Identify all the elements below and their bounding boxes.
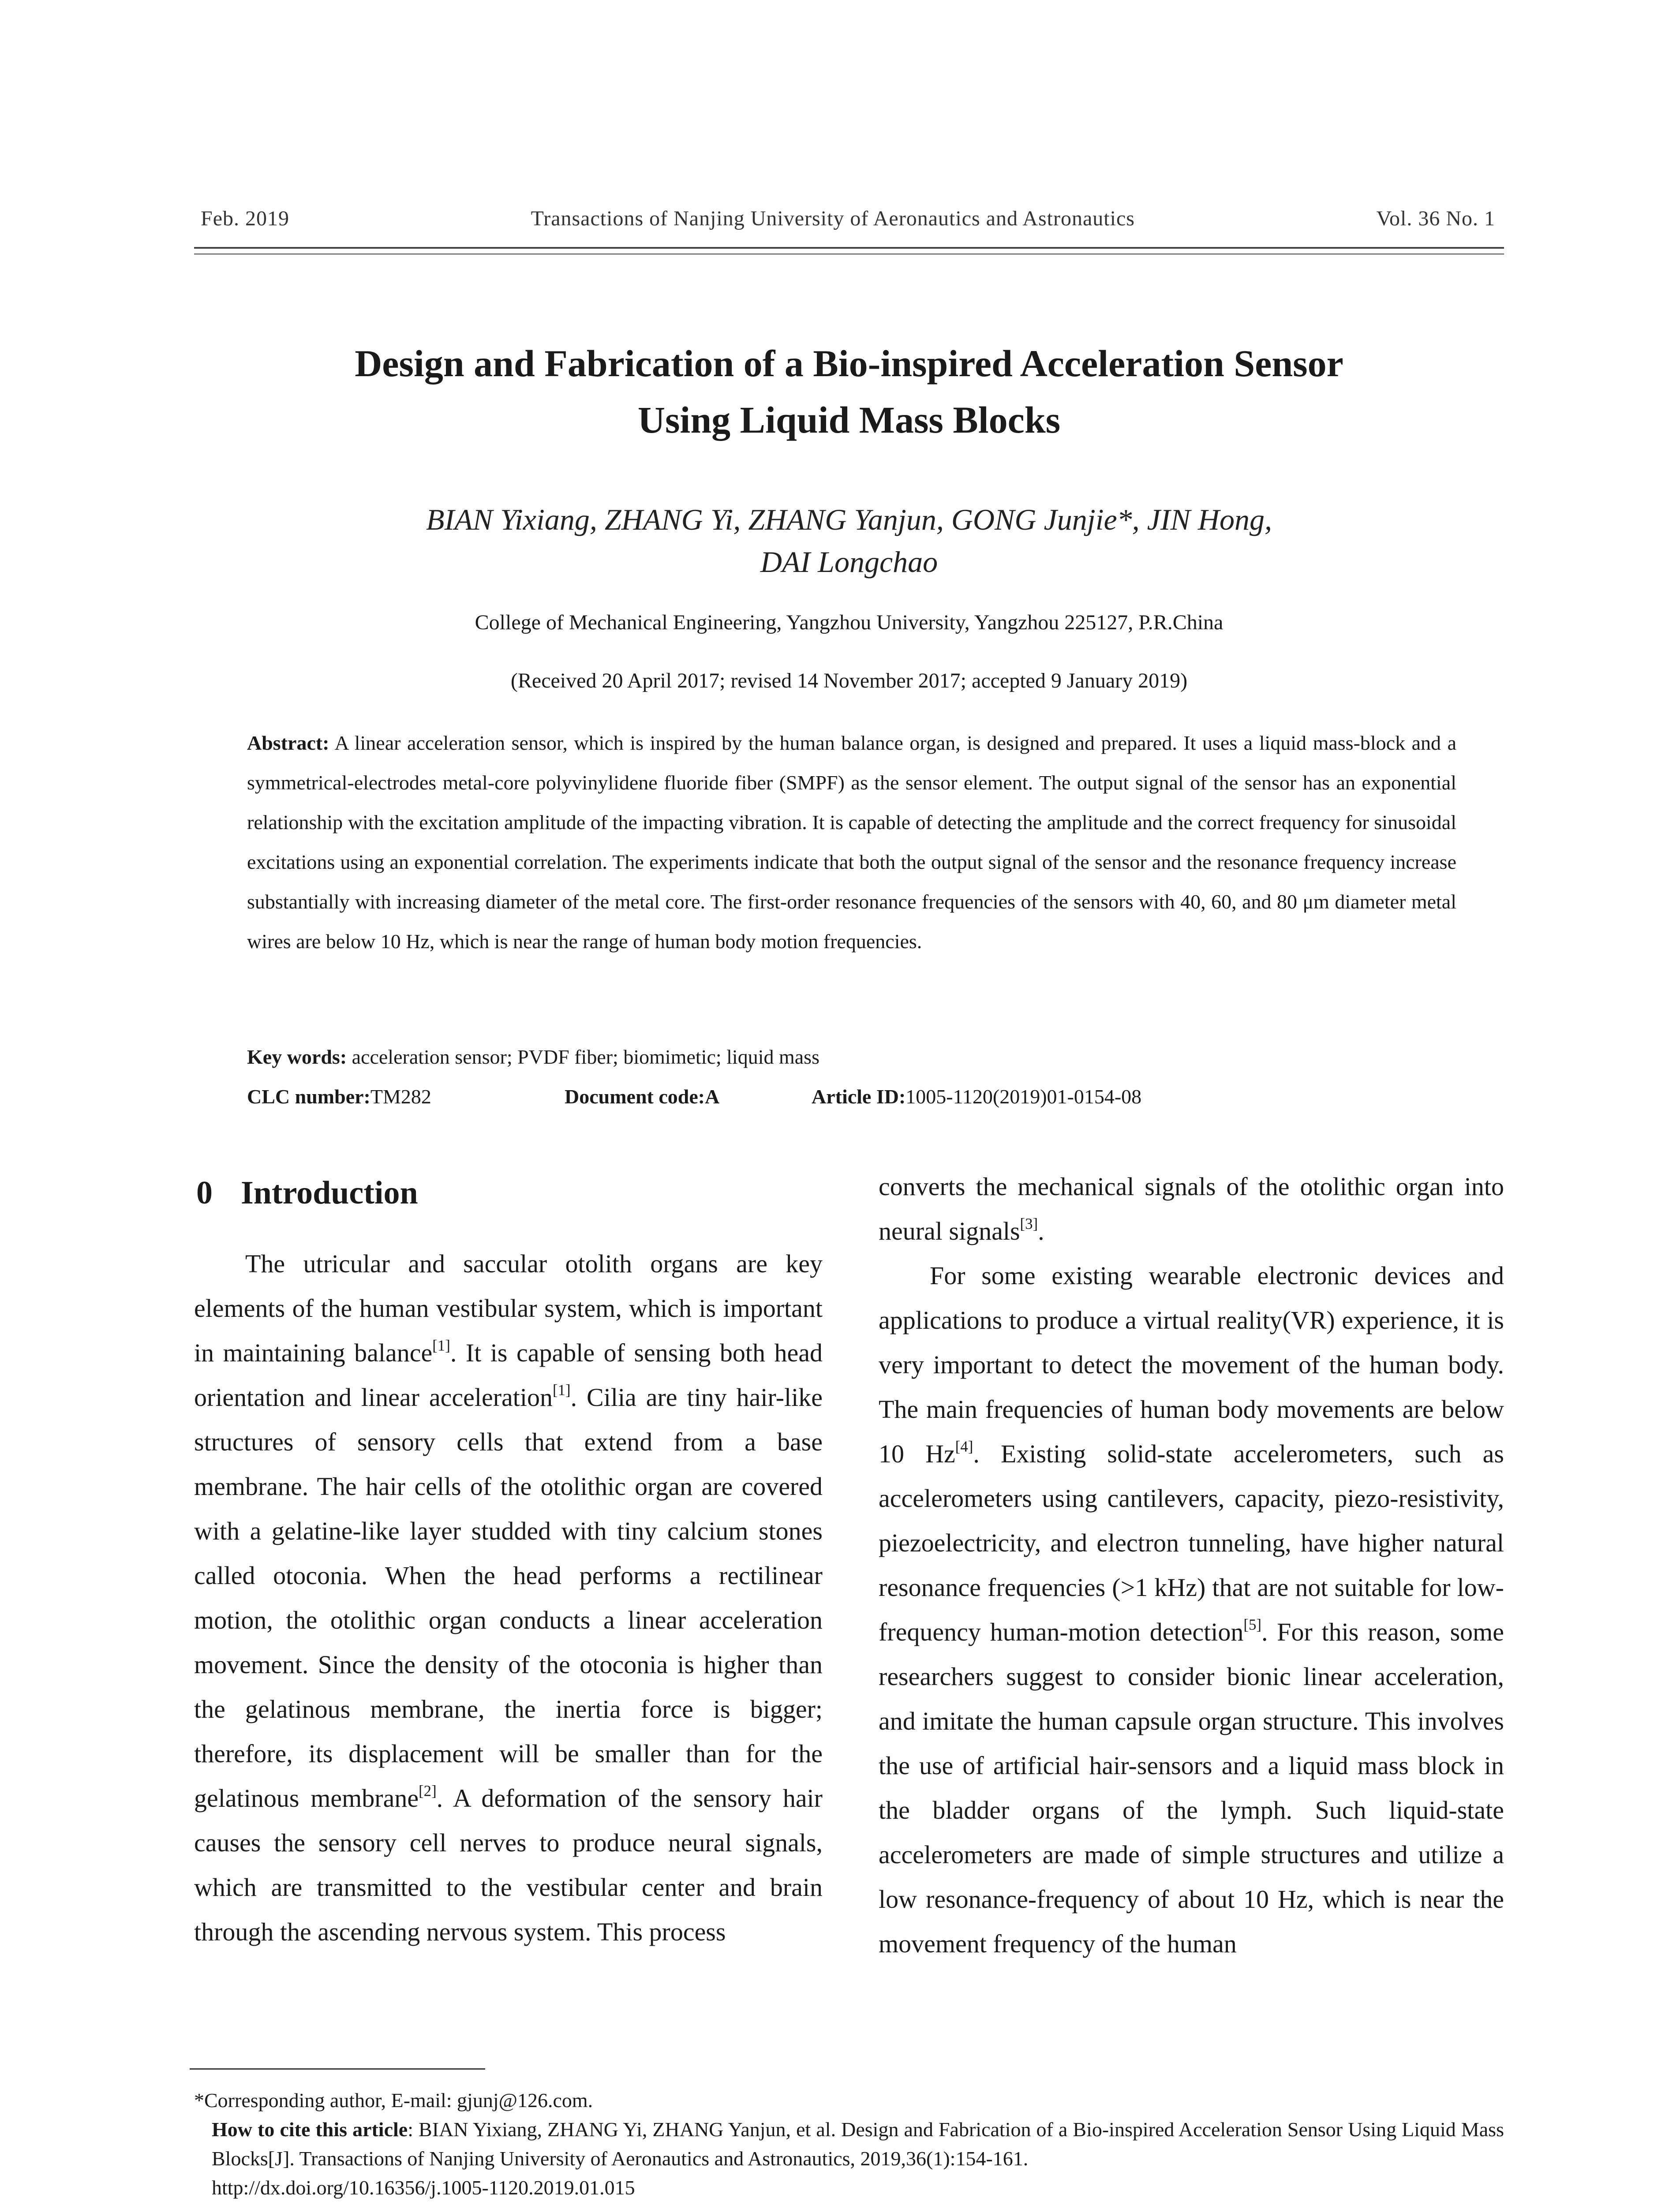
citation[interactable]: [5]	[1243, 1616, 1261, 1633]
citation[interactable]: [3]	[1020, 1215, 1038, 1233]
cite-text: : BIAN Yixiang, ZHANG Yi, ZHANG Yanjun, et al. Design and Fabrication of a Bio-inspired Acceleration Sensor Using Liquid Mass Blocks[J]. Transactions of Nanjing University of Aeronautics and Astronautics, 2019,36(1):154-161.	[212, 2118, 1504, 2170]
text-span: .	[1038, 1217, 1044, 1245]
text-span: converts the mechanical signals of the otolithic organ into neural signals	[879, 1172, 1504, 1245]
affiliation: College of Mechanical Engineering, Yangzhou University, Yangzhou 225127, P.R.China	[475, 611, 1224, 634]
header-journal: Transactions of Nanjing University of Aeronautics and Astronautics	[531, 207, 1135, 230]
section-title: Introduction	[241, 1175, 418, 1211]
title-line-2: Using Liquid Mass Blocks	[637, 399, 1061, 441]
citation[interactable]: [1]	[432, 1337, 450, 1354]
paragraph	[879, 1164, 1504, 1253]
keywords-text: acceleration sensor; PVDF fiber; biomimetic; liquid mass	[352, 1046, 819, 1068]
left-column	[194, 1241, 823, 1954]
citation-note	[194, 2115, 1504, 2173]
text-span: For some existing wearable electronic devices and applications to produce a virtual reality(VR) experience, it is very important to detect the movement of the human body. The main frequencies of human body movements are below 10 Hz	[879, 1261, 1504, 1468]
authors-line-1: BIAN Yixiang, ZHANG Yi, ZHANG Yanjun, GONG Junjie*, JIN Hong,	[426, 503, 1272, 536]
clc-value: TM282	[370, 1085, 431, 1108]
received-dates: (Received 20 April 2017; revised 14 November 2017; accepted 9 January 2019)	[510, 669, 1188, 692]
abstract-text: A linear acceleration sensor, which is inspired by the human balance organ, is designed and prepared. It uses a liquid mass-block and a symmetrical-electrodes metal-core polyvinylidene fluoride fiber (SMPF) as the sensor element. The output signal of the sensor has an exponential relationship with the excitation amplitude of the impacting vibration. It is capable of detecting the amplitude and the correct frequency for sinusoidal excitations using an exponential correlation. The experiments indicate that both the output signal of the sensor and the resonance frequency increase substantially with increasing diameter of the metal core. The first-order resonance frequencies of the sensors with 40, 60, and 80 μm diameter metal wires are below 10 Hz, which is near the range of human body motion frequencies.	[247, 732, 1456, 953]
text-span: . A deformation of the sensory hair causes the sensory cell nerves to produce neural signals, which are transmitted to the vestibular center and brain through the ascending nervous system. This process	[194, 1784, 823, 1946]
header-rule-thick	[194, 247, 1504, 249]
keywords-label: Key words:	[247, 1046, 347, 1068]
article-id-value: 1005-1120(2019)01-0154-08	[905, 1085, 1142, 1108]
right-column	[879, 1164, 1504, 1966]
footnote-rule	[190, 2068, 485, 2070]
section-heading	[196, 1171, 418, 1215]
doi-link[interactable]: http://dx.doi.org/10.16356/j.1005-1120.2019.01.015	[212, 2176, 635, 2199]
citation[interactable]: [1]	[553, 1381, 571, 1399]
title-line-1: Design and Fabrication of a Bio-inspired Acceleration Sensor	[355, 342, 1343, 385]
paragraph	[879, 1253, 1504, 1966]
paper-title	[194, 335, 1504, 448]
text-span: . It is capable of sensing both head orientation and linear acceleration	[194, 1338, 823, 1412]
text-span: . Cilia are tiny hair-like structures of sensory cells that extend from a base membrane. The hair cells of the otolithic organ are covered with a gelatine-like layer studded with tiny calcium stones called otoconia. When the head performs a rectilinear motion, the otolithic organ conducts a linear acceleration movement. Since the density of the otoconia is higher than the gelatinous membrane, the inertia force is bigger; therefore, its displacement will be smaller than for the gelatinous membrane	[194, 1383, 823, 1813]
author-list	[194, 498, 1504, 583]
section-number: 0	[196, 1175, 213, 1211]
abstract-label: Abstract:	[247, 732, 329, 754]
citation[interactable]: [2]	[419, 1782, 437, 1800]
running-header	[201, 206, 1495, 231]
doc-code-value: A	[705, 1085, 720, 1108]
authors-line-2: DAI Longchao	[760, 545, 938, 579]
text-span: . For this reason, some researchers suggest to consider bionic linear acceleration, and imitate the human capsule organ structure. This involves the use of artificial hair-sensors and a liquid mass block in the bladder organs of the lymph. Such liquid-state accelerometers are made of simple structures and utilize a low resonance-frequency of about 10 Hz, which is near the movement frequency of the human	[879, 1618, 1504, 1958]
article-id-label: Article ID:	[812, 1085, 906, 1108]
citation[interactable]: [4]	[955, 1438, 973, 1455]
header-volume: Vol. 36 No. 1	[1376, 207, 1495, 230]
doc-code-label: Document code:	[565, 1085, 705, 1108]
corresponding-author-note: *Corresponding author, E-mail: gjunj@126.com.	[194, 2089, 593, 2112]
classification-line	[247, 1083, 1456, 1111]
clc-label: CLC number:	[247, 1085, 370, 1108]
cite-label: How to cite this article	[212, 2118, 408, 2141]
text-span: . Existing solid-state accelerometers, such as accelerometers using cantilevers, capacity, piezo-resistivity, piezoelectricity, and electron tunneling, have higher natural resonance frequencies (>1 kHz) that are not suitable for low-frequency human-motion detection	[879, 1439, 1504, 1646]
text-span: The utricular and saccular otolith organs are key elements of the human vestibular system, which is important in maintaining balance	[194, 1249, 823, 1367]
header-date: Feb. 2019	[201, 207, 289, 230]
abstract	[247, 723, 1456, 961]
keywords	[247, 1043, 1456, 1071]
paragraph	[194, 1241, 823, 1954]
footnotes	[194, 2086, 1504, 2202]
